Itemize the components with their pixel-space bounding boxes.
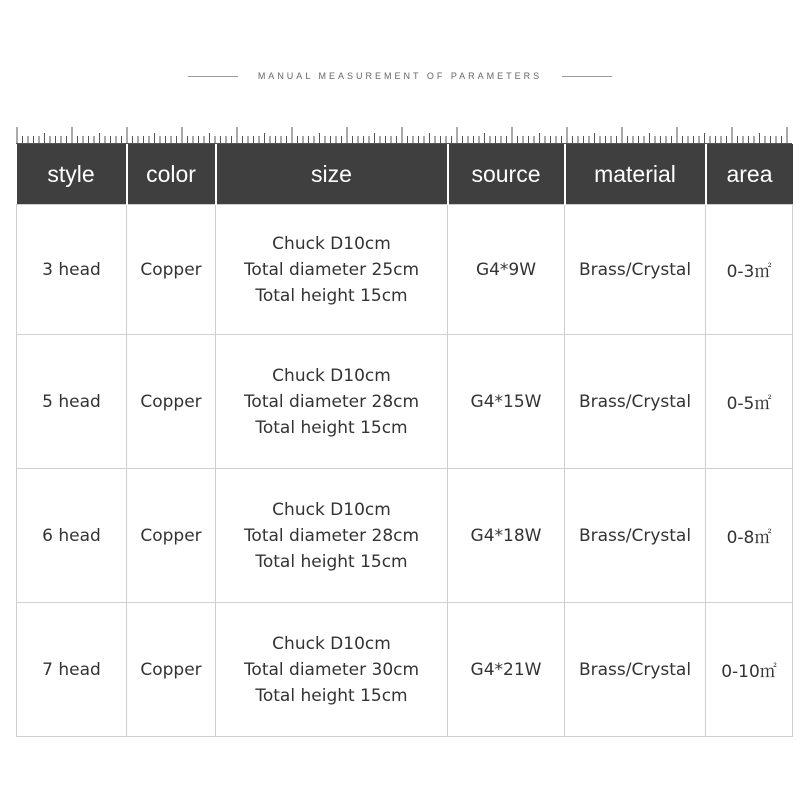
cell-size — [216, 335, 448, 469]
cell-material: Brass/Crystal — [565, 603, 706, 737]
size-line: Total height 15cm — [255, 417, 408, 438]
size-line: Chuck D10cm — [272, 633, 391, 654]
size-line: Total diameter 28cm — [243, 525, 420, 546]
size-line: Chuck D10cm — [272, 365, 391, 386]
cell-source: G4*18W — [448, 469, 565, 603]
table-row — [17, 205, 793, 335]
size-line: Total diameter 25cm — [243, 259, 420, 280]
title-text: MANUAL MEASUREMENT OF PARAMETERS — [257, 71, 543, 81]
cell-size — [216, 469, 448, 603]
cell-color: Copper — [127, 469, 216, 603]
header-material: material — [565, 144, 706, 205]
cell-material: Brass/Crystal — [565, 335, 706, 469]
size-line: Total diameter 28cm — [243, 391, 420, 412]
ruler-decoration — [16, 124, 792, 144]
cell-size — [216, 603, 448, 737]
cell-material: Brass/Crystal — [565, 205, 706, 335]
cell-area: 0-10㎡ — [706, 603, 793, 737]
size-line: Total height 15cm — [255, 285, 408, 306]
header-color: color — [127, 144, 216, 205]
cell-color: Copper — [127, 335, 216, 469]
table-header-row — [17, 144, 793, 205]
header-area: area — [706, 144, 793, 205]
title-divider-left — [188, 76, 238, 77]
size-line: Total diameter 30cm — [243, 659, 420, 680]
cell-area: 0-5㎡ — [706, 335, 793, 469]
size-line: Chuck D10cm — [272, 499, 391, 520]
spec-table — [16, 144, 793, 737]
size-line: Total height 15cm — [255, 685, 408, 706]
title-divider-right — [562, 76, 612, 77]
ruler-ticks — [16, 124, 792, 144]
table-row — [17, 603, 793, 737]
header-source: source — [448, 144, 565, 205]
cell-color: Copper — [127, 205, 216, 335]
cell-size — [216, 205, 448, 335]
header-style: style — [17, 144, 127, 205]
cell-style: 3 head — [17, 205, 127, 335]
size-line: Chuck D10cm — [272, 233, 391, 254]
cell-style: 7 head — [17, 603, 127, 737]
cell-material: Brass/Crystal — [565, 469, 706, 603]
header-size: size — [216, 144, 448, 205]
cell-source: G4*15W — [448, 335, 565, 469]
cell-area: 0-8㎡ — [706, 469, 793, 603]
cell-source: G4*9W — [448, 205, 565, 335]
cell-style: 5 head — [17, 335, 127, 469]
size-line: Total height 15cm — [255, 551, 408, 572]
page-title — [0, 66, 800, 86]
table-row — [17, 335, 793, 469]
cell-source: G4*21W — [448, 603, 565, 737]
table-row — [17, 469, 793, 603]
cell-area: 0-3㎡ — [706, 205, 793, 335]
cell-style: 6 head — [17, 469, 127, 603]
cell-color: Copper — [127, 603, 216, 737]
